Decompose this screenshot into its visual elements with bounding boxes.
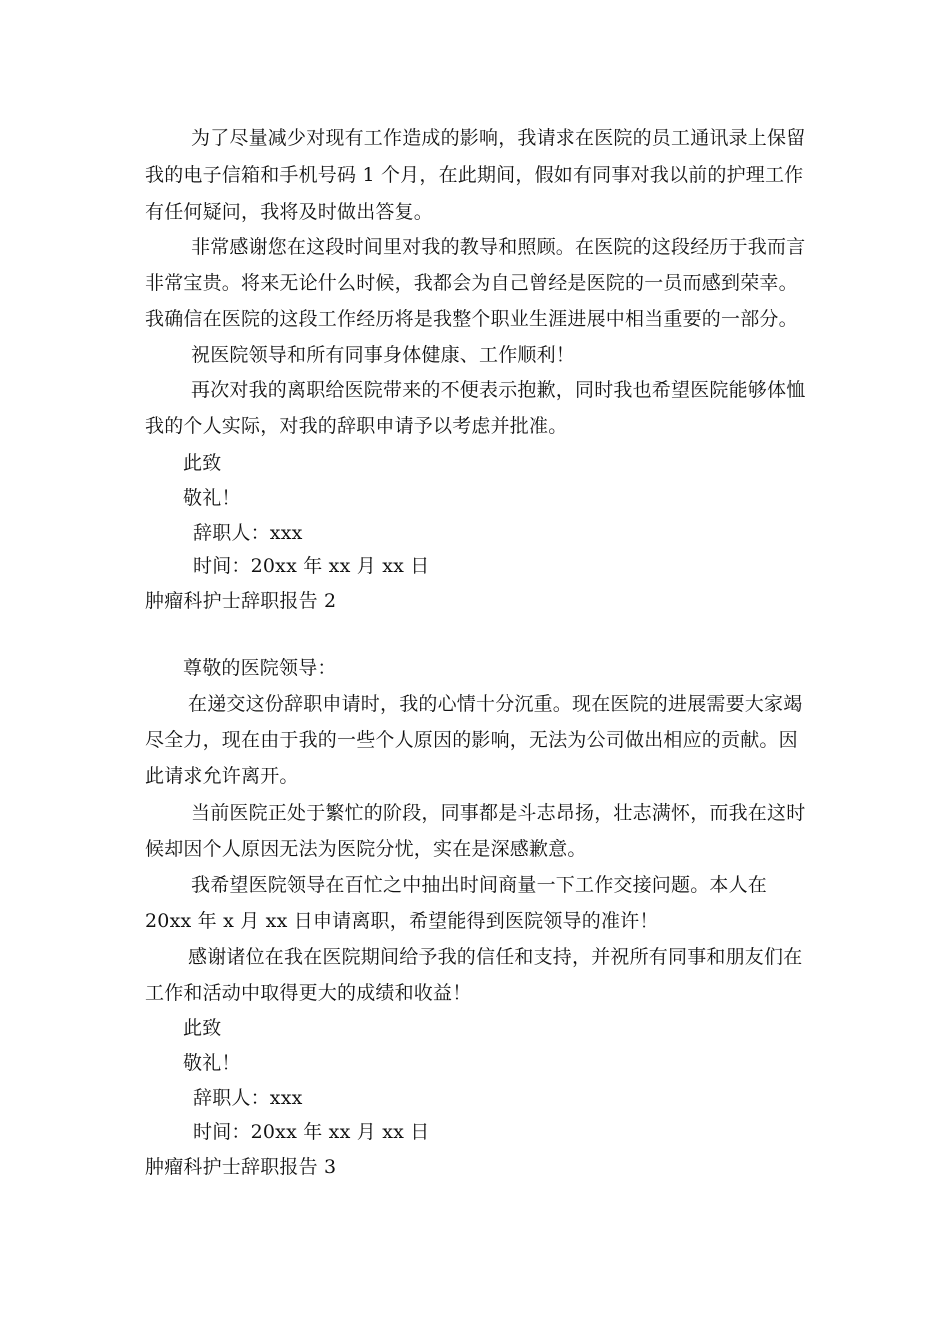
closing-line: 敬礼！ bbox=[183, 487, 241, 509]
paragraph-line: 祝医院领导和所有同事身体健康、工作顺利！ bbox=[191, 344, 576, 366]
paragraph-line: 我的电子信箱和手机号码 1 个月，在此期间，假如有同事对我以前的护理工作 bbox=[145, 164, 804, 186]
paragraph-line: 有任何疑问，我将及时做出答复。 bbox=[145, 201, 434, 223]
paragraph-line: 在递交这份辞职申请时，我的心情十分沉重。现在医院的进展需要大家竭 bbox=[188, 693, 803, 715]
signer-line: 辞职人：xxx bbox=[193, 1087, 303, 1109]
paragraph-line: 我确信在医院的这段工作经历将是我整个职业生涯进展中相当重要的一部分。 bbox=[145, 308, 798, 330]
paragraph-line: 我的个人实际，对我的辞职申请予以考虑并批准。 bbox=[145, 415, 568, 437]
signer-line: 辞职人：xxx bbox=[193, 522, 303, 544]
closing-line: 此致 bbox=[183, 452, 222, 474]
paragraph-line: 20xx 年 x 月 xx 日申请离职，希望能得到医院领导的准许！ bbox=[145, 910, 659, 932]
paragraph-line: 再次对我的离职给医院带来的不便表示抱歉，同时我也希望医院能够体恤 bbox=[191, 379, 806, 401]
salutation-line: 尊敬的医院领导： bbox=[183, 657, 337, 679]
closing-line: 敬礼！ bbox=[183, 1052, 241, 1074]
section-heading: 肿瘤科护士辞职报告 3 bbox=[145, 1156, 337, 1178]
paragraph-line: 当前医院正处于繁忙的阶段，同事都是斗志昂扬，壮志满怀，而我在这时 bbox=[191, 802, 806, 824]
date-line: 时间：20xx 年 xx 月 xx 日 bbox=[193, 1121, 430, 1143]
section-heading: 肿瘤科护士辞职报告 2 bbox=[145, 590, 337, 612]
paragraph-line: 工作和活动中取得更大的成绩和收益！ bbox=[145, 982, 472, 1004]
paragraph-line: 候却因个人原因无法为医院分忧，实在是深感歉意。 bbox=[145, 838, 587, 860]
paragraph-line: 尽全力，现在由于我的一些个人原因的影响，无法为公司做出相应的贡献。因 bbox=[145, 729, 798, 751]
date-line: 时间：20xx 年 xx 月 xx 日 bbox=[193, 555, 430, 577]
closing-line: 此致 bbox=[183, 1017, 222, 1039]
paragraph-line: 非常宝贵。将来无论什么时候，我都会为自己曾经是医院的一员而感到荣幸。 bbox=[145, 272, 798, 294]
paragraph-line: 为了尽量减少对现有工作造成的影响，我请求在医院的员工通讯录上保留 bbox=[191, 127, 806, 149]
paragraph-line: 感谢诸位在我在医院期间给予我的信任和支持，并祝所有同事和朋友们在 bbox=[188, 946, 803, 968]
paragraph-line: 我希望医院领导在百忙之中抽出时间商量一下工作交接问题。本人在 bbox=[191, 874, 768, 896]
paragraph-line: 此请求允许离开。 bbox=[145, 765, 299, 787]
paragraph-line: 非常感谢您在这段时间里对我的教导和照顾。在医院的这段经历于我而言 bbox=[191, 236, 806, 258]
